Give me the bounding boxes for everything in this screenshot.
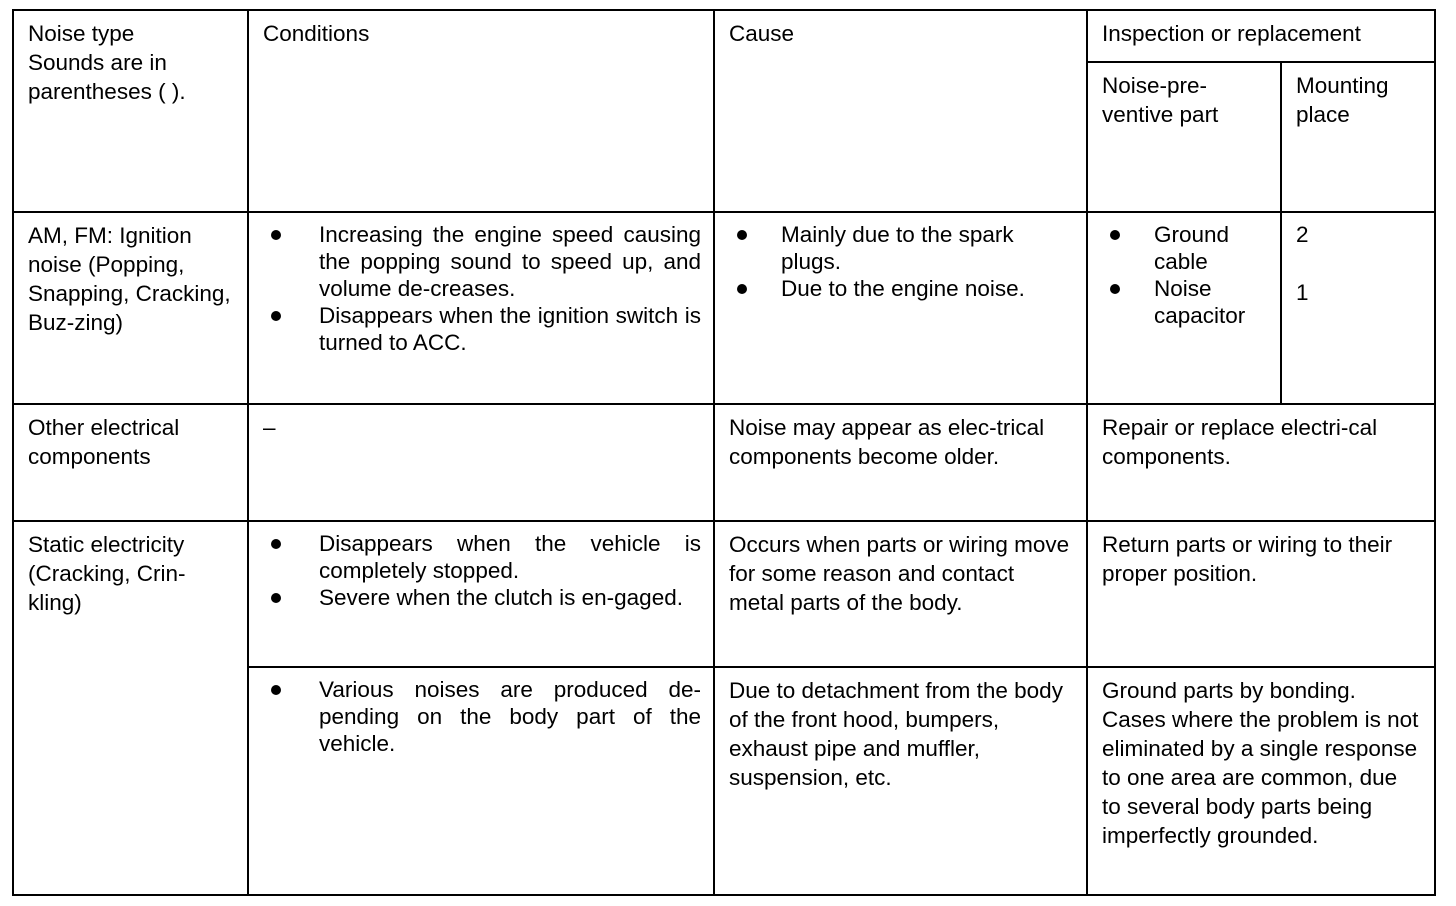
ignition-mounting (1281, 212, 1435, 404)
static-condition-3: Various noises are produced de-pending on the body part of the vehicle. (263, 676, 701, 757)
header-noise-type (13, 10, 248, 212)
ignition-condition-2: Disappears when the ignition switch is turned to ACC. (263, 302, 701, 356)
table-row-ignition (13, 212, 1435, 404)
electrical-conditions: – (248, 404, 714, 521)
table-row-static-1 (13, 521, 1435, 667)
ignition-causes (714, 212, 1087, 404)
ignition-cause-2: Due to the engine noise. (729, 275, 1074, 302)
static-inspection-1: Return parts or wiring to their proper position. (1087, 521, 1435, 667)
header-conditions: Conditions (248, 10, 714, 212)
header-mounting-place: Mounting place (1281, 62, 1435, 212)
ignition-part-2: Noise capacitor (1102, 275, 1268, 329)
ignition-noise-type: AM, FM: Ignition noise (Popping, Snapping, Cracking, Buz-zing) (13, 212, 248, 404)
ignition-conditions (248, 212, 714, 404)
static-condition-1: Disappears when the vehicle is completely stopped. (263, 530, 701, 584)
header-inspection: Inspection or replacement (1087, 10, 1435, 62)
table-row-electrical (13, 404, 1435, 521)
static-condition-2: Severe when the clutch is en-gaged. (263, 584, 701, 611)
static-cause-2: Due to detachment from the body of the front hood, bumpers, exhaust pipe and muffler, suspension, etc. (714, 667, 1087, 895)
static-inspection-2: Ground parts by bonding. Cases where the problem is not eliminated by a single response to one area are common, due to several body parts being imperfectly grounded. (1087, 667, 1435, 895)
header-noise-type-label: Noise type (28, 21, 135, 46)
electrical-inspection: Repair or replace electri-cal components. (1087, 404, 1435, 521)
static-conditions-1 (248, 521, 714, 667)
electrical-cause: Noise may appear as elec-trical components become older. (714, 404, 1087, 521)
static-cause-1: Occurs when parts or wiring move for some reason and contact metal parts of the body. (714, 521, 1087, 667)
static-conditions-2 (248, 667, 714, 895)
header-row (13, 10, 1435, 62)
ignition-part-1: Ground cable (1102, 221, 1268, 275)
header-noise-preventive-part: Noise-pre-ventive part (1087, 62, 1281, 212)
electrical-noise-type: Other electrical components (13, 404, 248, 521)
ignition-condition-1: Increasing the engine speed causing the popping sound to speed up, and volume de-creases. (263, 221, 701, 302)
ignition-cause-1: Mainly due to the spark plugs. (729, 221, 1074, 275)
noise-diagnosis-table (12, 9, 1436, 896)
header-cause: Cause (714, 10, 1087, 212)
ignition-parts (1087, 212, 1281, 404)
header-noise-type-note: Sounds are in parentheses ( ). (28, 50, 186, 104)
ignition-mounting-2: 1 (1296, 280, 1309, 305)
static-noise-type: Static electricity (Cracking, Crin-kling) (13, 521, 248, 895)
ignition-mounting-1: 2 (1296, 222, 1309, 247)
